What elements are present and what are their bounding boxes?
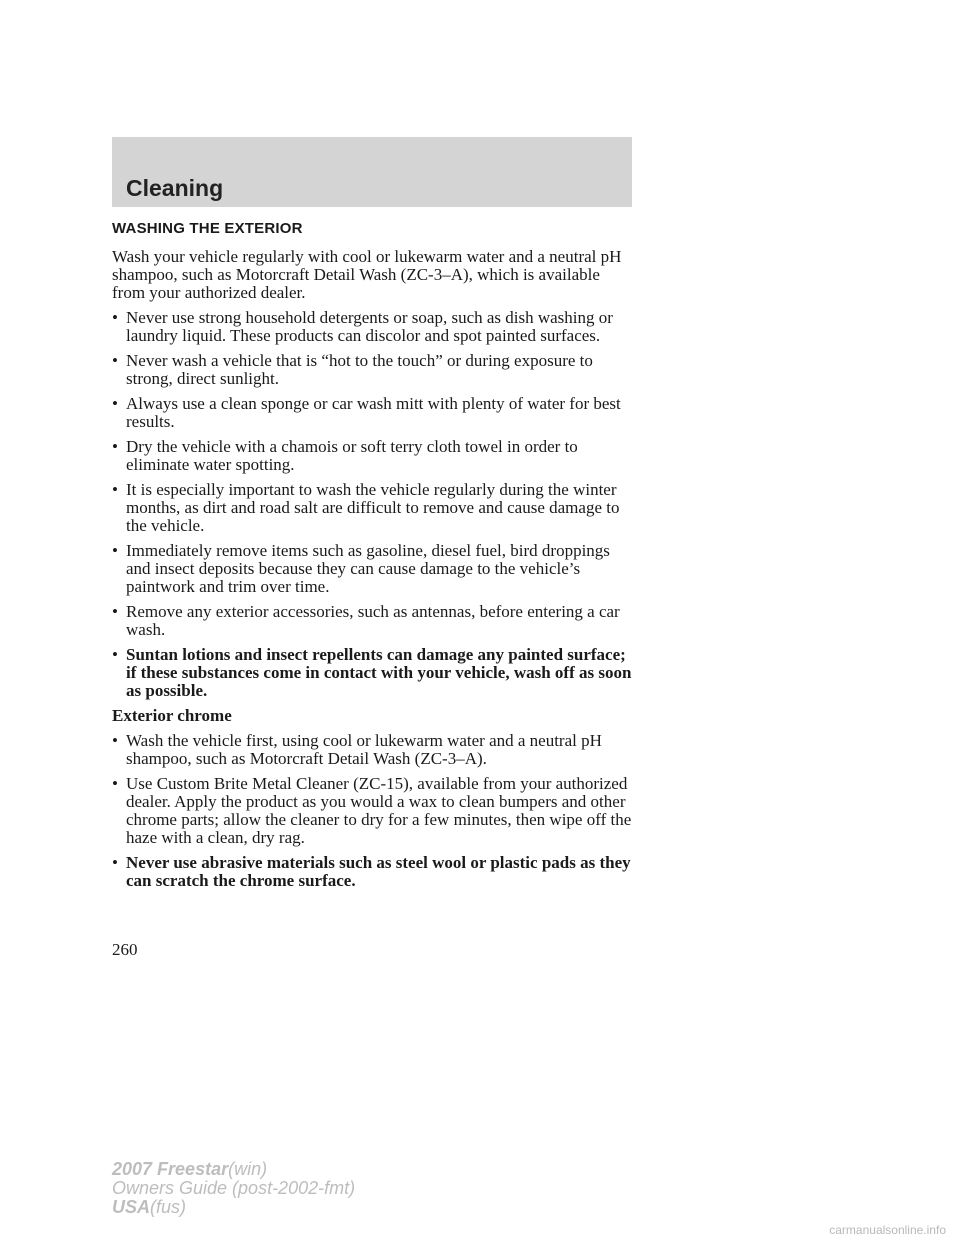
list-item — [112, 775, 637, 847]
list-item-text: Remove any exterior accessories, such as antennas, before entering a car wash. — [126, 602, 620, 639]
list-item-text: Always use a clean sponge or car wash mitt with plenty of water for best results. — [126, 394, 621, 431]
list-item — [112, 438, 637, 474]
footer-market-code: (fus) — [150, 1197, 187, 1217]
list-item — [112, 352, 637, 388]
bullet-icon: • — [112, 394, 118, 413]
footer-line-guide: Owners Guide (post-2002-fmt) — [112, 1178, 356, 1198]
bullet-icon: • — [112, 774, 118, 793]
bullet-icon: • — [112, 731, 118, 750]
footer-line-market — [112, 1198, 355, 1217]
list-item — [112, 732, 637, 768]
washing-tips-list — [112, 309, 637, 700]
list-item-text: Immediately remove items such as gasoline, diesel fuel, bird droppings and insect deposits because they can cause damage to the vehicle’s paintwork and trim over time. — [126, 541, 610, 596]
bullet-icon: • — [112, 437, 118, 456]
bullet-icon: • — [112, 541, 118, 560]
exterior-chrome-heading: Exterior chrome — [112, 706, 232, 725]
warning-list-item — [112, 646, 637, 700]
list-item-text: Use Custom Brite Metal Cleaner (ZC-15), available from your authorized dealer. Apply the product as you would a wax to clean bumpers and other chrome parts; allow the cleaner to dry for a few minutes, then wipe off the haze with a clean, dry rag. — [126, 774, 632, 847]
bullet-icon: • — [112, 480, 118, 499]
bullet-icon: • — [112, 853, 118, 872]
warning-list-item — [112, 854, 637, 890]
section-heading: WASHING THE EXTERIOR — [112, 220, 303, 237]
list-item-text: Never use abrasive materials such as steel wool or plastic pads as they can scratch the chrome surface. — [126, 853, 631, 890]
footer-line-model — [112, 1160, 355, 1179]
list-item-text: It is especially important to wash the vehicle regularly during the winter months, as dirt and road salt are difficult to remove and cause damage to the vehicle. — [126, 480, 620, 535]
page-number: 260 — [112, 940, 138, 959]
bullet-icon: • — [112, 645, 118, 664]
list-item-text: Suntan lotions and insect repellents can damage any painted surface; if these substances come in contact with your vehicle, wash off as soon as possible. — [126, 645, 632, 700]
footer-model: 2007 Freestar — [112, 1159, 229, 1179]
bullet-icon: • — [112, 602, 118, 621]
chrome-tips-list — [112, 732, 637, 890]
page-content — [112, 220, 637, 897]
list-item — [112, 309, 637, 345]
intro-paragraph: Wash your vehicle regularly with cool or lukewarm water and a neutral pH shampoo, such as Motorcraft Detail Wash (ZC-3–A), which is available from your authorized dealer. — [112, 247, 622, 302]
footer-market: USA — [112, 1197, 151, 1217]
list-item — [112, 542, 637, 596]
list-item-text: Wash the vehicle first, using cool or lukewarm water and a neutral pH shampoo, such as Motorcraft Detail Wash (ZC-3–A). — [126, 731, 602, 768]
document-footer — [112, 1160, 355, 1217]
footer-model-code: (win) — [228, 1159, 268, 1179]
list-item — [112, 395, 637, 431]
list-item-text: Dry the vehicle with a chamois or soft terry cloth towel in order to eliminate water spotting. — [126, 437, 578, 474]
bullet-icon: • — [112, 308, 118, 327]
list-item — [112, 603, 637, 639]
list-item-text: Never wash a vehicle that is “hot to the touch” or during exposure to strong, direct sunlight. — [126, 351, 593, 388]
list-item — [112, 481, 637, 535]
site-watermark: carmanualsonline.info — [829, 1223, 946, 1237]
bullet-icon: • — [112, 351, 118, 370]
section-header-band — [112, 137, 632, 207]
list-item-text: Never use strong household detergents or soap, such as dish washing or laundry liquid. These products can discolor and spot painted surfaces. — [126, 308, 613, 345]
section-title: Cleaning — [126, 175, 224, 201]
